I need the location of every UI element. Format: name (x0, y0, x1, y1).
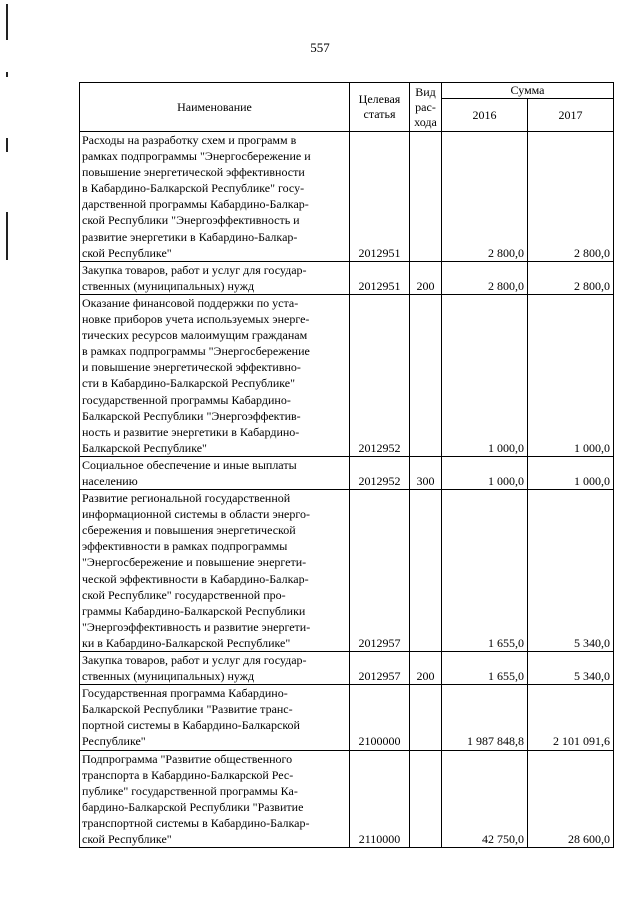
row-sum-2017: 2 101 091,6 (528, 685, 614, 750)
row-expense-kind (410, 750, 442, 848)
row-name: Закупка товаров, работ и услуг для государ- ственных (муниципальных) нужд (80, 652, 350, 685)
row-sum-2016: 2 800,0 (442, 132, 528, 262)
row-target-code: 2110000 (350, 750, 410, 848)
row-sum-2016: 1 000,0 (442, 456, 528, 489)
header-row (80, 83, 614, 99)
row-target-code: 2012952 (350, 294, 410, 456)
row-sum-2017: 2 800,0 (528, 132, 614, 262)
table-row (80, 685, 614, 750)
row-name: Развитие региональной государственной информационной системы в области энерго- сбережения и повышения энергетической эффективности в рамках подпрограммы "Энергосбережение и повышение энергети- ческой эффективности в Кабардино-Балкар- ской Республике" государственной про- граммы Кабардино-Балкарской Республики "Энергоэффективность и развитие энергети- ки в Кабардино-Балкарской Республике" (80, 490, 350, 652)
row-target-code: 2012957 (350, 652, 410, 685)
row-target-code: 2100000 (350, 685, 410, 750)
table-row (80, 294, 614, 456)
table-row (80, 132, 614, 262)
row-name: Государственная программа Кабардино- Балкарской Республики "Развитие транс- портной системы в Кабардино-Балкарской Республике" (80, 685, 350, 750)
margin-mark (6, 4, 8, 40)
row-sum-2016: 1 655,0 (442, 490, 528, 652)
row-target-code: 2012951 (350, 261, 410, 294)
col-header-target: Целевая статья (350, 83, 410, 132)
row-expense-kind: 200 (410, 652, 442, 685)
table-row (80, 456, 614, 489)
row-sum-2016: 42 750,0 (442, 750, 528, 848)
row-sum-2016: 2 800,0 (442, 261, 528, 294)
row-name: Расходы на разработку схем и программ в рамках подпрограммы "Энергосбережение и повышение энергетической эффективности в Кабардино-Балкарской Республике" госу- дарственной программы Кабардино-Балкар- ской Республики "Энергоэффективность и развитие энергетики в Кабардино-Балкар- ской Республике" (80, 132, 350, 262)
margin-mark (6, 212, 8, 260)
row-target-code: 2012951 (350, 132, 410, 262)
row-sum-2016: 1 987 848,8 (442, 685, 528, 750)
row-expense-kind: 300 (410, 456, 442, 489)
row-sum-2017: 1 000,0 (528, 456, 614, 489)
table-row (80, 261, 614, 294)
row-expense-kind (410, 132, 442, 262)
row-expense-kind (410, 294, 442, 456)
row-expense-kind (410, 685, 442, 750)
row-sum-2017: 5 340,0 (528, 490, 614, 652)
page-number: 557 (310, 40, 330, 55)
row-sum-2016: 1 655,0 (442, 652, 528, 685)
col-header-2017: 2017 (528, 99, 614, 132)
row-name: Социальное обеспечение и иные выплаты населению (80, 456, 350, 489)
col-header-kind: Вид рас- хода (410, 83, 442, 132)
table-row (80, 750, 614, 848)
row-expense-kind (410, 490, 442, 652)
row-sum-2017: 1 000,0 (528, 294, 614, 456)
row-target-code: 2012957 (350, 490, 410, 652)
table-row (80, 490, 614, 652)
row-name: Закупка товаров, работ и услуг для государ- ственных (муниципальных) нужд (80, 261, 350, 294)
row-name: Оказание финансовой поддержки по уста- новке приборов учета используемых энерге- тических ресурсов малоимущим гражданам в рамках подпрограммы "Энергосбережение и повышение энергетической эффективно- сти в Кабардино-Балкарской Республике" государственной программы Кабардино- Балкарской Республики "Энергоэффектив- ность и развитие энергетики в Кабардино- Балкарской Республике" (80, 294, 350, 456)
col-header-2016: 2016 (442, 99, 528, 132)
row-sum-2017: 2 800,0 (528, 261, 614, 294)
row-target-code: 2012952 (350, 456, 410, 489)
row-sum-2017: 28 600,0 (528, 750, 614, 848)
row-name: Подпрограмма "Развитие общественного транспорта в Кабардино-Балкарской Рес- публике" государственной программы Ка- бардино-Балкарской Республики "Развитие транспортной системы в Кабардино-Балкар- ской Республике" (80, 750, 350, 848)
row-expense-kind: 200 (410, 261, 442, 294)
margin-mark (6, 72, 8, 77)
budget-table (79, 82, 614, 848)
col-header-name: Наименование (80, 83, 350, 132)
table-row (80, 652, 614, 685)
margin-mark (6, 138, 8, 152)
row-sum-2016: 1 000,0 (442, 294, 528, 456)
col-header-sum: Сумма (442, 83, 614, 99)
row-sum-2017: 5 340,0 (528, 652, 614, 685)
